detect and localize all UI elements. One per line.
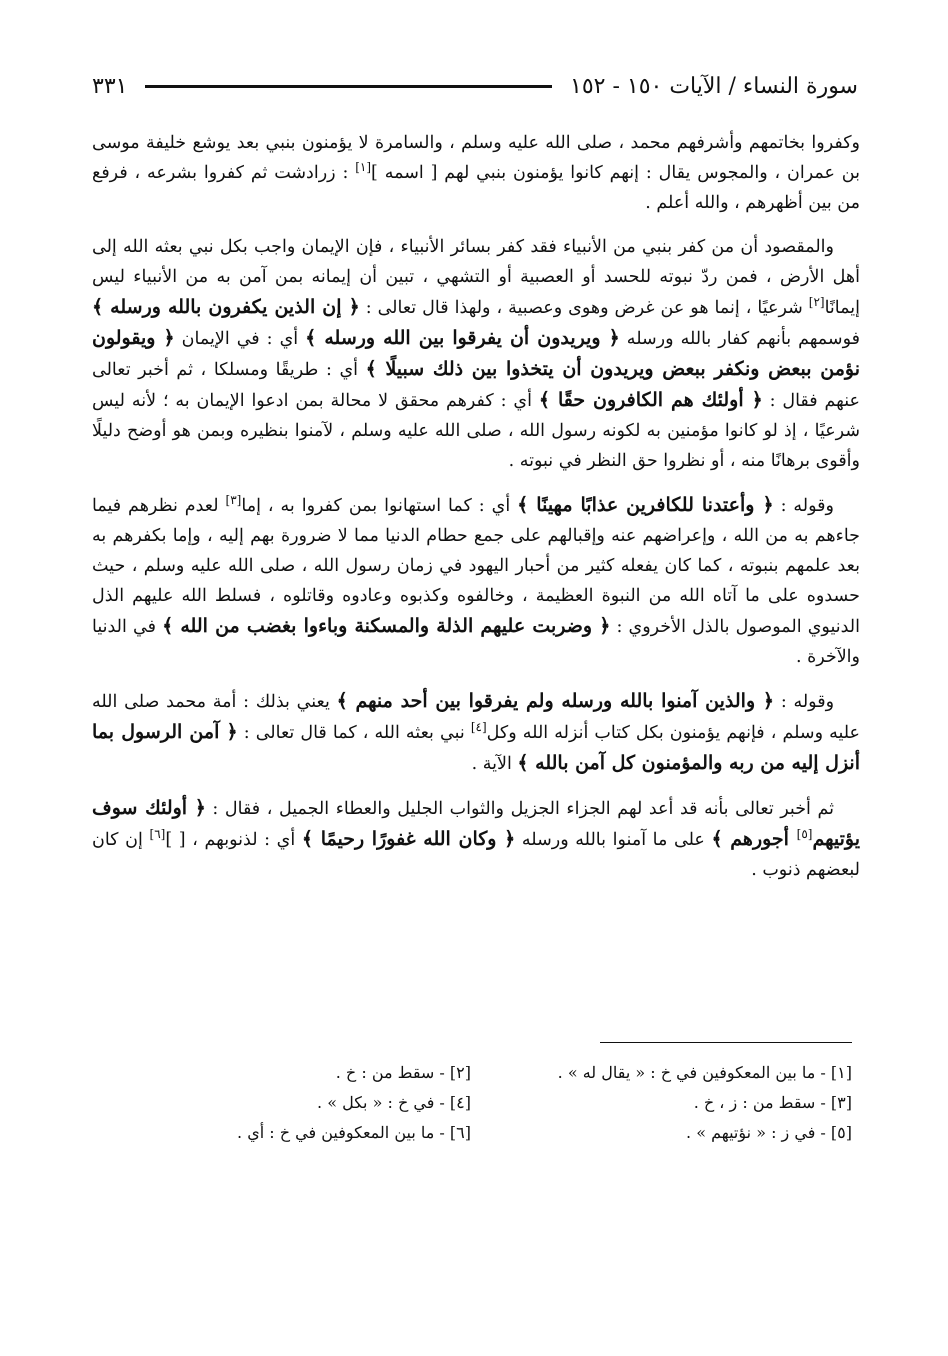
text-run: : زرادشت ثم كفروا بشرعه ، فرفع من بين أظهرهم ، والله أعلم . — [92, 163, 860, 213]
text-run: نبي بعثه الله ، كما قال تعالى : — [237, 723, 471, 743]
footnote-5: [٥] - في ز : « نؤتيهم » . — [686, 1123, 852, 1142]
text-run: في الدنيا والآخرة . — [92, 617, 860, 667]
paragraph — [92, 686, 860, 779]
quran-verse: ﴿ والذين آمنوا بالله ورسله ولم يفرقوا بين أحد منهم ﴾ — [336, 690, 775, 712]
footnote-ref: [٦] — [149, 827, 166, 842]
text-run: ثم أخبر تعالى بأنه قد أعد لهم الجزاء الجزيل والثواب الجليل والعطاء الجميل ، فقال : — [205, 799, 834, 819]
quran-verse: ﴿ ويريدون أن يفرقوا بين الله ورسله ﴾ — [305, 327, 620, 349]
text-run: وقوله : — [773, 496, 834, 516]
quran-verse: ﴿ آمن الرسول بما أنزل إليه من ربه والمؤمنون كل آمن بالله ﴾ — [92, 721, 860, 774]
quran-verse: ﴿ أولئك سوف يؤتيهم — [92, 797, 861, 850]
quran-verse: ﴿ وكان الله غفورًا رحيمًا ﴾ — [301, 828, 516, 850]
quran-verse: أجورهم ﴾ — [711, 828, 797, 850]
text-run: أي : لذنوبهم ، [ ] — [165, 830, 302, 850]
quran-verse: ﴿ ويقولون نؤمن ببعض ونكفر ببعض ويريدون أن يتخذوا بين ذلك سبيلًا ﴾ — [92, 327, 860, 380]
surah-verses-title: سورة النساء / الآيات ١٥٠ - ١٥٢ — [570, 73, 858, 99]
text-run: أي : كما استهانوا بمن كفروا به ، إما — [241, 496, 518, 516]
text-run: والمقصود أن من كفر بنبي من الأنبياء فقد كفر بسائر الأنبياء ، فإن الإيمان واجب بكل نبي بعثه الله إلى أهل الأرض ، فمن ردّ نبوته للحسد أو العصبية أو التشهي ، تبين أن إيمانه بمن آمن به من الأنبياء ليس إيمانًا — [92, 237, 860, 318]
text-run: أي : كفرهم محقق لا محالة بمن ادعوا الإيمان به ؛ لأنه ليس شرعيًا ، إذ لو كانوا مؤمنين به لكونه رسول الله ، صلى الله عليه وسلم ، لآمنوا بنظيره وبمن هو أوضح دليلًا وأقوى برهانًا منه ، أو نظروا حق النظر في نبوته . — [92, 391, 860, 471]
text-run: يعني بذلك : أمة محمد صلى الله عليه وسلم ، فإنهم يؤمنون بكل كتاب أنزله الله وكل — [92, 692, 861, 743]
text-run: على ما آمنوا بالله ورسله — [515, 830, 712, 850]
footnote-3: [٣] - سقط من : ز ، خ . — [693, 1093, 852, 1112]
footnotes — [130, 1058, 852, 1148]
quran-verse: ﴿ إن الذين يكفرون بالله ورسله ﴾ — [92, 296, 360, 318]
footnote-1: [١] - ما بين المعكوفين في خ : « يقال له » . — [557, 1063, 852, 1082]
text-run: شرعيًا ، إنما هو عن غرض وهوى وعصبية ، ولهذا قال تعالى : — [359, 298, 809, 318]
header-rule — [145, 85, 552, 88]
running-header — [92, 66, 858, 106]
paragraph — [92, 128, 860, 218]
main-text — [92, 128, 860, 899]
quran-verse: ﴿ وضربت عليهم الذلة والمسكنة وباءوا بغضب من الله ﴾ — [162, 615, 611, 637]
text-run: لعدم نظرهم فيما جاءهم به من الله ، وإعراضهم عنه وإقبالهم على جمع حطام الدنيا مما لا ضرورة بهم إليه ، وإما بكفرهم به بعد علمهم بنبوته ، كما كان يفعله كثير من أحبار اليهود في زمان رسول الله ، صلى الله عليه وسلم ، حيث حسدوه على ما آتاه الله من النبوة العظيمة ، وخالفوه وكذبوه وعادوه وقاتلوه ، فسلط الله عليهم الذل الدنيوي الموصول بالذل الأخروي : — [92, 496, 860, 637]
quran-verse: ﴿ أولئك هم الكافرون حقًا ﴾ — [538, 389, 763, 411]
paragraph — [92, 490, 860, 672]
text-run: وكفروا بخاتمهم وأشرفهم محمد ، صلى الله عليه وسلم ، والسامرة لا يؤمنون بنبي بعد يوشع خليفة موسى بن عمران ، والمجوس يقال : إنهم كانوا يؤمنون بنبي لهم [ اسمه ] — [92, 133, 860, 183]
page-number: ٣٣١ — [92, 73, 128, 99]
text-run: وقوله : — [774, 692, 835, 712]
footnote-ref: [٥] — [796, 827, 813, 842]
footnote-ref: [٤] — [470, 720, 487, 735]
quran-verse: ﴿ وأعتدنا للكافرين عذابًا مهينًا ﴾ — [517, 494, 774, 516]
footnote-separator — [600, 1042, 852, 1043]
text-run: إن كان لبعضهم ذنوب . — [92, 830, 860, 880]
text-run: أي : طريقًا ومسلكا ، ثم أخبر تعالى عنهم فقال : — [92, 360, 860, 411]
footnote-ref: [١] — [355, 160, 372, 175]
footnote-4: [٤] - في خ : « بكل » . — [317, 1093, 471, 1112]
footnote-6: [٦] - ما بين المعكوفين في خ : أي . — [237, 1123, 471, 1142]
paragraph — [92, 793, 860, 885]
footnote-ref: [٢] — [808, 295, 825, 310]
paragraph — [92, 232, 860, 476]
text-run: الآية . — [471, 754, 518, 774]
text-run: فوسمهم بأنهم كفار بالله ورسله — [619, 329, 860, 349]
text-run: أي : في الإيمان — [174, 329, 306, 349]
footnote-ref: [٣] — [225, 493, 242, 508]
footnote-2: [٢] - سقط من : خ . — [335, 1063, 471, 1082]
